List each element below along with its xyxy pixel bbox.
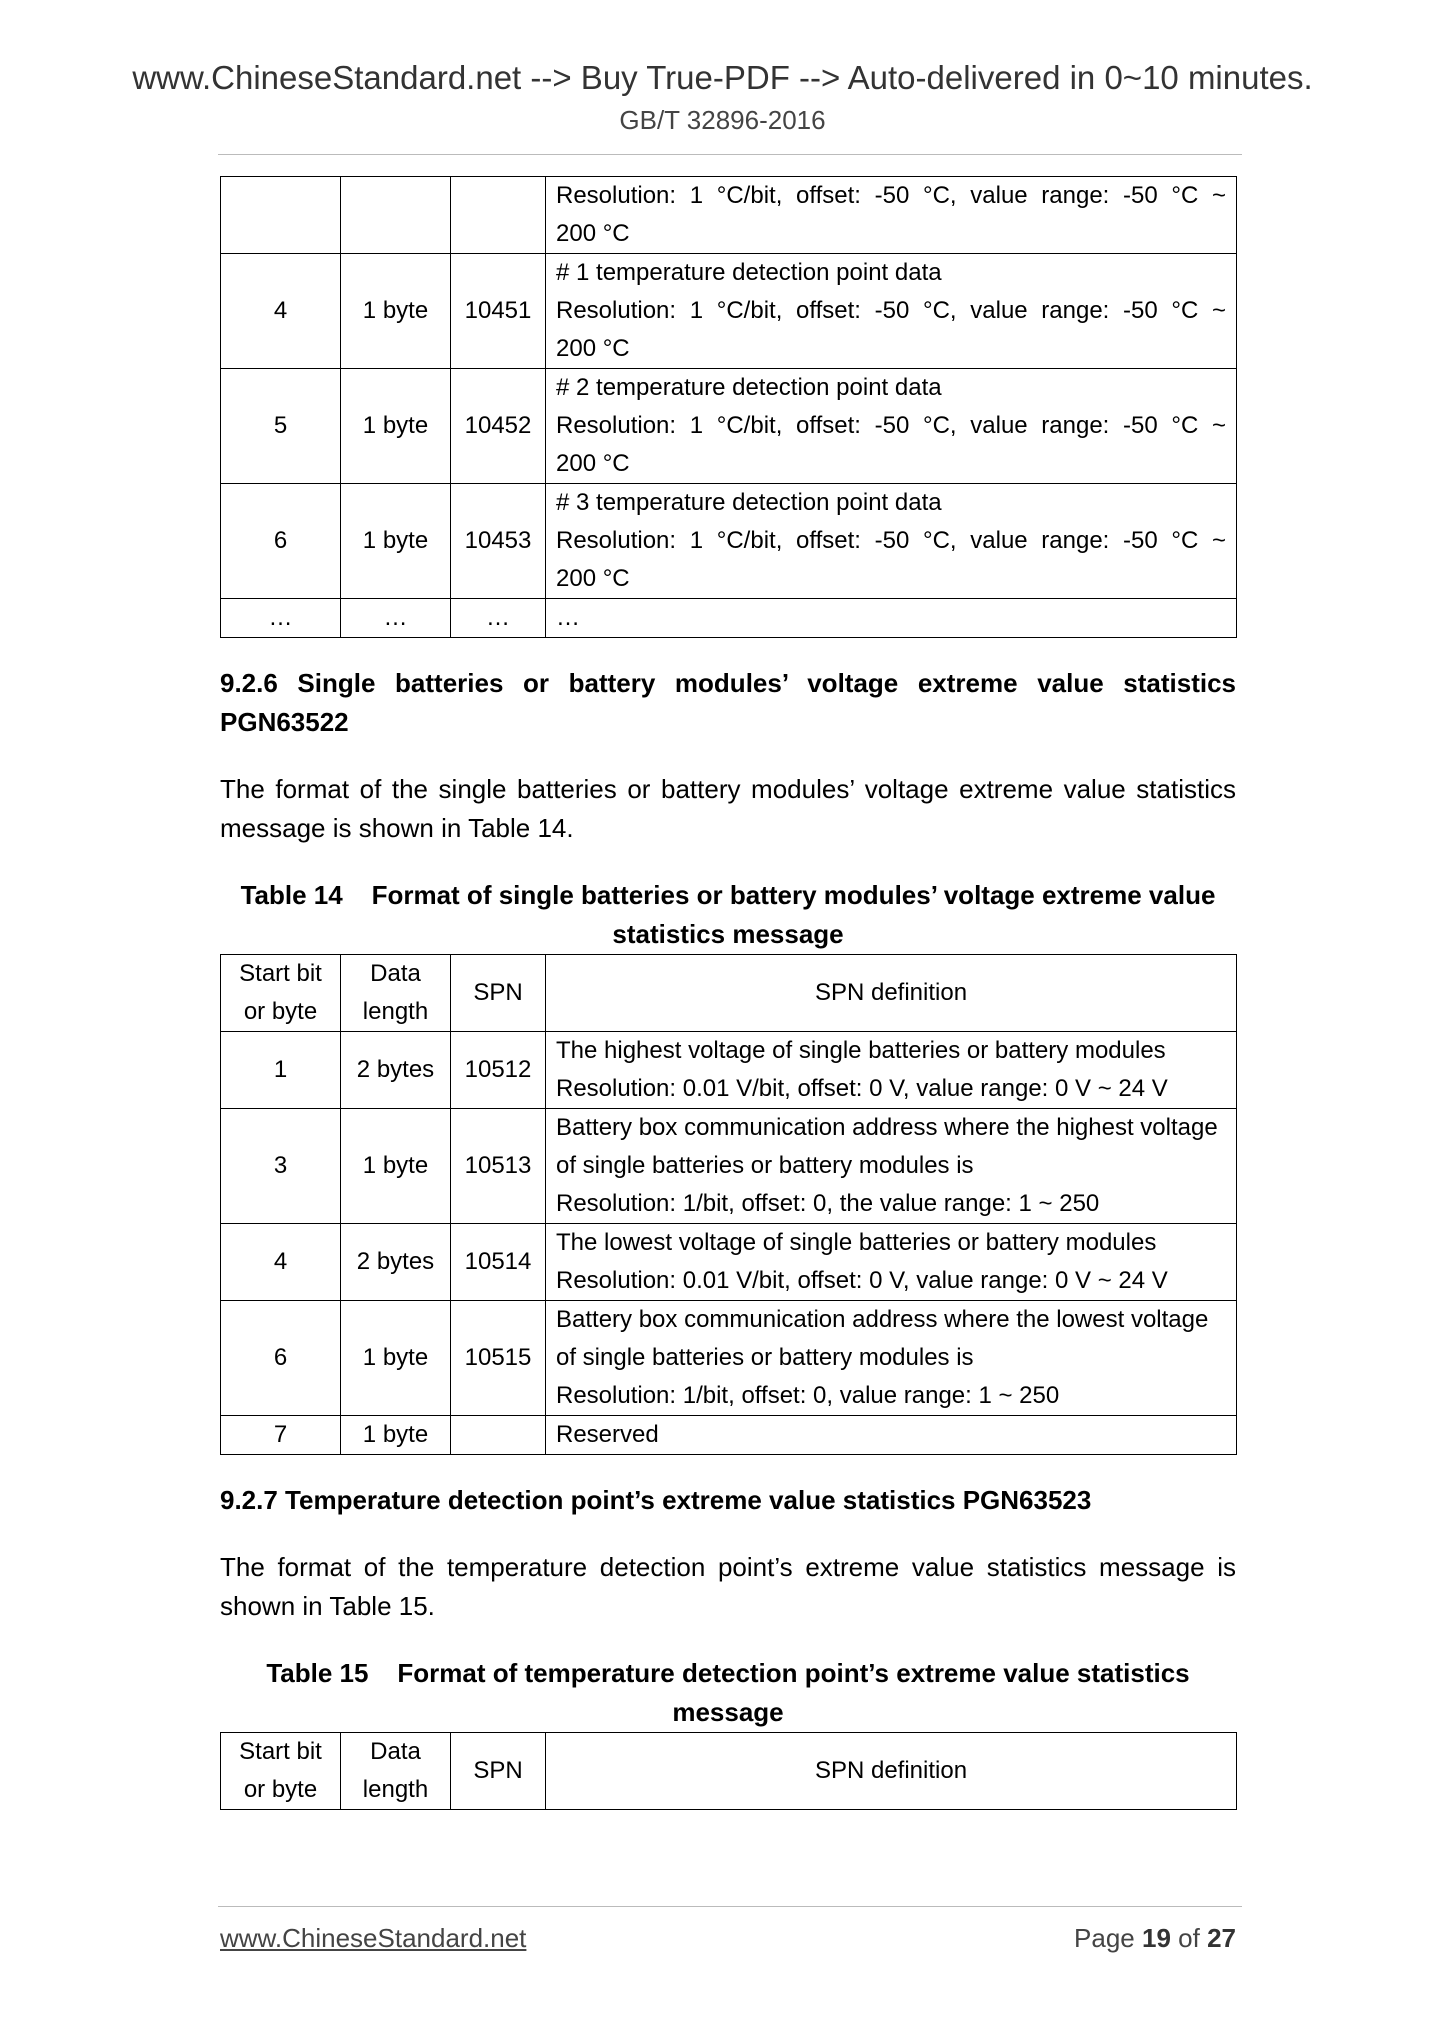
table-row <box>221 1301 1237 1416</box>
definition-line: Resolution: 1/bit, offset: 0, value range: 1 ~ 250 <box>556 1382 1060 1409</box>
document-code: GB/T 32896-2016 <box>619 105 826 135</box>
cell-length: 1 byte <box>341 1301 451 1416</box>
cell-start: … <box>221 599 341 638</box>
cell-definition <box>546 484 1237 599</box>
table-14-header-row <box>221 955 1237 1032</box>
cell-length: 1 byte <box>341 484 451 599</box>
cell-length: 2 bytes <box>341 1224 451 1301</box>
cell-definition <box>546 599 1237 638</box>
cell-spn: … <box>451 599 546 638</box>
header-start-1: Start bit <box>239 1738 322 1765</box>
footer-site-link[interactable]: www.ChineseStandard.net <box>220 1923 527 1953</box>
table-15-header-row <box>221 1733 1237 1810</box>
table-row <box>221 599 1237 638</box>
definition-line: Resolution: 1 °C/bit, offset: -50 °C, value range: -50 °C ~ <box>556 412 1226 439</box>
cell-start: 6 <box>221 1301 341 1416</box>
table-row <box>221 254 1237 369</box>
page-current: 19 <box>1142 1923 1171 1953</box>
table-row <box>221 1224 1237 1301</box>
section-9-2-6-paragraph: The format of the single batteries or battery modules’ voltage extreme value statistics message is shown in Table 14. <box>220 774 1236 843</box>
cell-spn: 10451 <box>451 254 546 369</box>
table-14-body <box>221 1032 1237 1455</box>
definition-line: The highest voltage of single batteries or battery modules <box>556 1037 1166 1064</box>
header-spn: SPN <box>451 1733 546 1810</box>
cell-start: 4 <box>221 1224 341 1301</box>
table-15 <box>220 1732 1237 1810</box>
cell-definition <box>546 1301 1237 1416</box>
header-divider <box>218 154 1242 155</box>
page-content <box>220 176 1236 1810</box>
header-length-2: length <box>362 1776 429 1803</box>
cell-length: … <box>341 599 451 638</box>
cell-definition <box>546 369 1237 484</box>
cell-spn: 10513 <box>451 1109 546 1224</box>
table-row <box>221 177 1237 254</box>
header-length-2: length <box>362 998 429 1025</box>
header-length-1: Data <box>370 1738 421 1765</box>
cell-spn: 10514 <box>451 1224 546 1301</box>
cell-spn: 10453 <box>451 484 546 599</box>
table-row <box>221 369 1237 484</box>
header-start-2: or byte <box>243 1776 318 1803</box>
header-def: SPN definition <box>546 1733 1237 1810</box>
cell-definition <box>546 1109 1237 1224</box>
definition-line: … <box>556 604 580 631</box>
table-13-body <box>221 177 1237 638</box>
definition-line: # 3 temperature detection point data <box>556 489 942 516</box>
page-of: of <box>1178 1923 1200 1953</box>
cell-spn: 10515 <box>451 1301 546 1416</box>
cell-spn: 10452 <box>451 369 546 484</box>
section-9-2-7-heading: 9.2.7 Temperature detection point’s extreme value statistics PGN63523 <box>220 1485 1092 1515</box>
footer-page-number <box>1000 1922 1236 1954</box>
definition-line: Battery box communication address where the lowest voltage <box>556 1306 1209 1333</box>
header-length-1: Data <box>370 960 421 987</box>
definition-line: Resolution: 1 °C/bit, offset: -50 °C, value range: -50 °C ~ <box>556 527 1226 554</box>
header-start-2: or byte <box>243 998 318 1025</box>
definition-line: 200 °C <box>556 565 630 592</box>
header-banner[interactable]: www.ChineseStandard.net --> Buy True-PDF --> Auto-delivered in 0~10 minutes. <box>132 59 1313 96</box>
header-start-1: Start bit <box>239 960 322 987</box>
definition-line: Resolution: 1 °C/bit, offset: -50 °C, value range: -50 °C ~ <box>556 182 1226 209</box>
definition-line: of single batteries or battery modules is <box>556 1152 974 1179</box>
cell-definition <box>546 1032 1237 1109</box>
cell-definition <box>546 177 1237 254</box>
header-start <box>221 1733 341 1810</box>
definition-line: 200 °C <box>556 450 630 477</box>
cell-start: 5 <box>221 369 341 484</box>
cell-length: 2 bytes <box>341 1032 451 1109</box>
header-length <box>341 955 451 1032</box>
table-row <box>221 1416 1237 1455</box>
cell-start <box>221 177 341 254</box>
cell-definition <box>546 1416 1237 1455</box>
footer-divider <box>218 1906 1242 1907</box>
cell-length: 1 byte <box>341 1416 451 1455</box>
cell-spn <box>451 1416 546 1455</box>
definition-line: 200 °C <box>556 335 630 362</box>
section-9-2-6-heading: 9.2.6 Single batteries or battery modules’ voltage extreme value statistics PGN63522 <box>220 668 1236 737</box>
definition-line: Resolution: 0.01 V/bit, offset: 0 V, value range: 0 V ~ 24 V <box>556 1075 1168 1102</box>
table-14 <box>220 954 1237 1455</box>
table-14-caption-line1: Table 14 Format of single batteries or battery modules’ voltage extreme value <box>240 880 1216 910</box>
definition-line: The lowest voltage of single batteries or battery modules <box>556 1229 1157 1256</box>
cell-spn <box>451 177 546 254</box>
cell-start: 6 <box>221 484 341 599</box>
definition-line: of single batteries or battery modules is <box>556 1344 974 1371</box>
section-9-2-7-paragraph: The format of the temperature detection point’s extreme value statistics message is shown in Table 15. <box>220 1552 1236 1621</box>
cell-spn: 10512 <box>451 1032 546 1109</box>
table-15-caption-line1: Table 15 Format of temperature detection point’s extreme value statistics <box>266 1658 1190 1688</box>
definition-line: 200 °C <box>556 220 630 247</box>
header-length <box>341 1733 451 1810</box>
cell-length: 1 byte <box>341 369 451 484</box>
cell-start: 1 <box>221 1032 341 1109</box>
cell-length: 1 byte <box>341 254 451 369</box>
page-total: 27 <box>1207 1923 1236 1953</box>
header-def: SPN definition <box>546 955 1237 1032</box>
table-row <box>221 1109 1237 1224</box>
cell-definition <box>546 1224 1237 1301</box>
cell-definition <box>546 254 1237 369</box>
header-spn: SPN <box>451 955 546 1032</box>
definition-line: Resolution: 1/bit, offset: 0, the value range: 1 ~ 250 <box>556 1190 1100 1217</box>
cell-length: 1 byte <box>341 1109 451 1224</box>
table-row <box>221 1032 1237 1109</box>
table-15-caption-line2: message <box>672 1697 784 1727</box>
table-13-continued <box>220 176 1237 638</box>
cell-start: 3 <box>221 1109 341 1224</box>
cell-length <box>341 177 451 254</box>
cell-start: 4 <box>221 254 341 369</box>
table-row <box>221 484 1237 599</box>
table-14-caption-line2: statistics message <box>612 919 844 949</box>
page-prefix: Page <box>1074 1923 1135 1953</box>
definition-line: Resolution: 1 °C/bit, offset: -50 °C, value range: -50 °C ~ <box>556 297 1226 324</box>
definition-line: # 1 temperature detection point data <box>556 259 942 286</box>
definition-line: # 2 temperature detection point data <box>556 374 942 401</box>
header-start <box>221 955 341 1032</box>
cell-start: 7 <box>221 1416 341 1455</box>
definition-line: Reserved <box>556 1421 659 1448</box>
definition-line: Resolution: 0.01 V/bit, offset: 0 V, value range: 0 V ~ 24 V <box>556 1267 1168 1294</box>
definition-line: Battery box communication address where the highest voltage <box>556 1114 1218 1141</box>
